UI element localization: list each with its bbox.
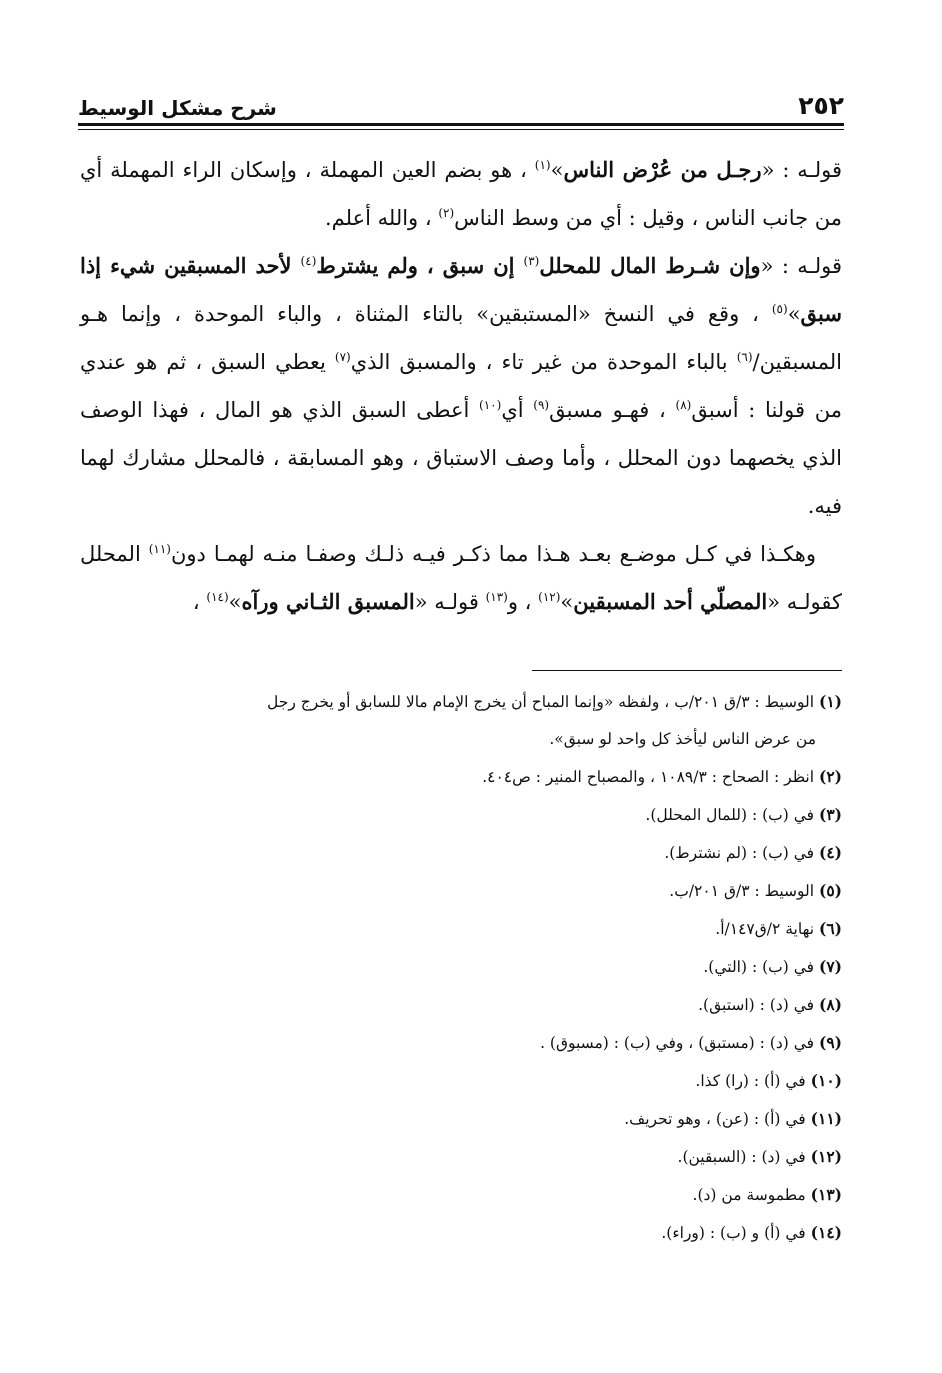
- text-run: »: [560, 590, 574, 614]
- footnote-1: [80, 683, 842, 721]
- text-run: »: [550, 158, 564, 182]
- main-text: [80, 146, 842, 626]
- header-rule-thick: [78, 123, 844, 126]
- running-title: شرح مشكل الوسيط: [78, 96, 277, 120]
- footnote-ref-6: (٦): [736, 350, 753, 364]
- footnote-number: (١٢): [810, 1147, 842, 1166]
- footnote-ref-4: (٤): [300, 254, 317, 268]
- text-run: بالباء الموحدة من غير تاء ، والمسبق الذي: [350, 350, 737, 374]
- text-run: ، هو بضم العين المهملة ، وإسكان الراء المهملة أي من جانب الناس ، وقيل : أي من وسط الناس: [80, 158, 842, 230]
- footnote-text: في (ب) : (لم نشترط).: [664, 844, 815, 862]
- paragraph-1: [80, 146, 842, 242]
- footnote-6: [80, 910, 842, 948]
- footnote-text: الوسيط : ٣/ق ٢٠١/ب.: [669, 882, 815, 900]
- paragraph-3: [80, 530, 842, 626]
- footnote-number: (٦): [818, 919, 842, 938]
- footnote-ref-5: (٥): [771, 302, 788, 316]
- text-run: أعطى السبق الذي هو المال ، فهذا الوصف الذي يخصهما دون المحلل ، وأما وصف الاستباق ، وهو المسابقة ، فالمحلل مشارك لهما فيه.: [80, 398, 842, 518]
- footnote-9: [80, 1024, 842, 1062]
- text-run: ، وقع في النسخ «المستبقين» بالتاء المثناة ، والباء الموحدة ، وإنما هـو المسبقين/: [80, 302, 842, 374]
- footnote-7: [80, 948, 842, 986]
- footnote-text: في (د) : (استبق).: [698, 996, 815, 1014]
- footnote-text: الوسيط : ٣/ق ٢٠١/ب ، ولفظه «وإنما المباح أن يخرج الإمام مالا للسابق أو يخرج رجل: [267, 693, 815, 711]
- footnote-ref-12: (١٢): [538, 590, 561, 604]
- quoted-phrase: إن سبق ، ولم يشترط: [316, 253, 524, 278]
- footnote-ref-7: (٧): [334, 350, 351, 364]
- footnote-13: [80, 1176, 842, 1214]
- text-run: ، و: [507, 590, 532, 614]
- footnote-number: (١): [818, 692, 842, 711]
- footnote-separator: [532, 670, 842, 671]
- text-run: ، فهـو مسبق: [549, 398, 666, 422]
- text-run: »: [228, 590, 242, 614]
- footnote-12: [80, 1138, 842, 1176]
- footnote-2: [80, 758, 842, 796]
- footnote-ref-13: (١٣): [485, 590, 508, 604]
- footnote-text: في (أ) : (عن) ، وهو تحريف.: [624, 1110, 806, 1128]
- text-run: أي: [501, 398, 534, 422]
- footnote-ref-3: (٣): [523, 254, 540, 268]
- footnote-number: (١٠): [810, 1071, 842, 1090]
- footnote-number: (٤): [818, 843, 842, 862]
- footnote-number: (٩): [818, 1033, 842, 1052]
- footnote-number: (١٤): [810, 1223, 842, 1242]
- footnote-3: [80, 796, 842, 834]
- text-run: قولـه : «: [760, 254, 842, 278]
- footnote-number: (٥): [818, 881, 842, 900]
- text-run: ،: [192, 590, 200, 614]
- footnote-text: انظر : الصحاح : ١٠٨٩/٣ ، والمصباح المنير : ص٤٠٤.: [482, 768, 815, 786]
- footnote-ref-9: (٩): [533, 398, 550, 412]
- text-run: ، والله أعلم.: [324, 206, 432, 230]
- footnote-number: (١٣): [810, 1185, 842, 1204]
- footnote-number: (٣): [818, 805, 842, 824]
- page-number: ٢٥٢: [798, 91, 844, 120]
- footnote-text: في (أ) و (ب) : (وراء).: [661, 1224, 806, 1242]
- quoted-phrase: وإن شـرط المال للمحلل: [539, 253, 761, 278]
- footnote-ref-10: (١٠): [479, 398, 502, 412]
- footnote-number: (٧): [818, 957, 842, 976]
- footnote-4: [80, 834, 842, 872]
- text-run: »: [787, 302, 801, 326]
- footnotes: [80, 683, 842, 1252]
- footnote-5: [80, 872, 842, 910]
- footnote-ref-11: (١١): [148, 542, 171, 556]
- quoted-phrase: المسبق الثـاني ورآه: [241, 589, 415, 614]
- footnote-text: مطموسة من (د).: [692, 1186, 806, 1204]
- quoted-phrase: المصلّي أحد المسبقين: [573, 589, 768, 614]
- footnote-text: في (د) : (مستبق) ، وفي (ب) : (مسبوق) .: [540, 1034, 815, 1052]
- footnote-14: [80, 1214, 842, 1252]
- quoted-phrase: رجـل من عُرْض الناس: [563, 157, 762, 182]
- text-run: يعطي السبق ، ثم هو عندي من قولنا : أسبق: [80, 350, 842, 422]
- footnote-ref-2: (٢): [438, 206, 455, 220]
- text-run: وهكـذا في كـل موضـع بعـد هـذا مما ذكـر فيـه ذلـك وصفـا منـه لهمـا دون: [170, 542, 816, 566]
- text-run: قولـه : «: [761, 158, 842, 182]
- page-header: [78, 86, 844, 120]
- footnote-10: [80, 1062, 842, 1100]
- text-run: المحلل كقولـه «: [80, 542, 842, 614]
- footnote-number: (١١): [810, 1109, 842, 1128]
- quoted-phrase: لأحد المسبقين شيء إذا سبق: [80, 253, 842, 326]
- footnote-8: [80, 986, 842, 1024]
- footnote-text: في (د) : (السبقين).: [677, 1148, 806, 1166]
- footnote-number: (٨): [818, 995, 842, 1014]
- footnote-ref-8: (٨): [675, 398, 692, 412]
- footnote-text: نهاية ٢/ق١٤٧/أ.: [715, 920, 815, 938]
- text-run: قولـه «: [414, 590, 486, 614]
- footnote-1-continuation: من عرض الناس ليأخذ كل واحد لو سبق».: [549, 730, 816, 748]
- header-rule-thin: [78, 129, 844, 130]
- footnote-number: (٢): [818, 767, 842, 786]
- footnote-11: [80, 1100, 842, 1138]
- footnote-text: في (ب) : (للمال المحلل).: [645, 806, 815, 824]
- paragraph-2: [80, 242, 842, 530]
- footnote-text: في (أ) : (را) كذا.: [695, 1072, 806, 1090]
- footnote-ref-14: (١٤): [206, 590, 229, 604]
- footnote-text: في (ب) : (التي).: [703, 958, 815, 976]
- footnote-ref-1: (١): [534, 158, 551, 172]
